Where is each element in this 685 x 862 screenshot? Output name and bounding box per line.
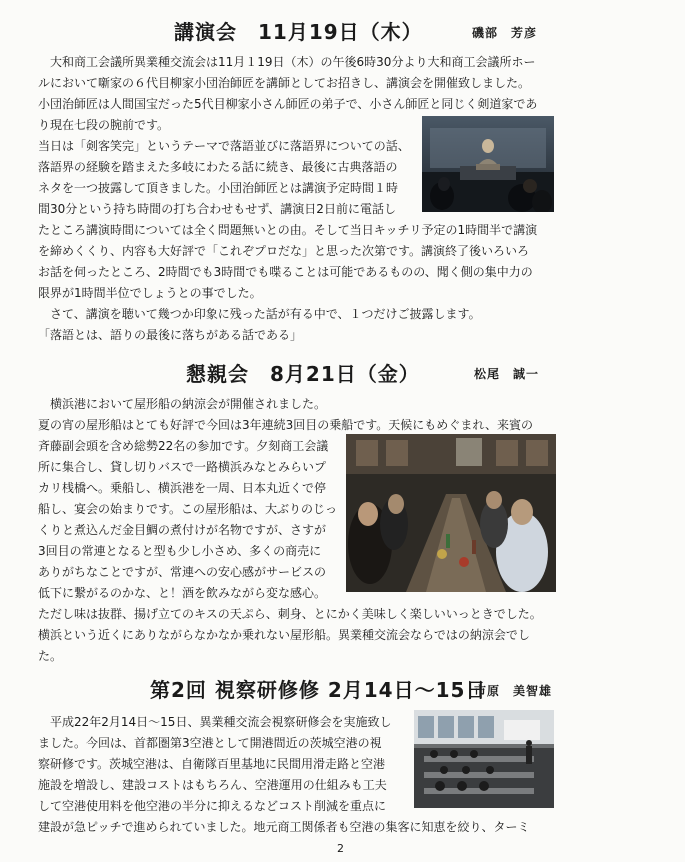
section2-intro <box>38 394 650 436</box>
text-line: ルにおいて噺家の６代目柳家小団治師匠を講師としてお招きし、講演会を開催致しました。 <box>38 76 531 90</box>
section3-author: 市原 美智雄 <box>474 684 553 698</box>
text-line: ました。今回は、首都圏第3空港として開港間近の茨城空港の視 <box>38 736 382 750</box>
section3-heading: 第2回 視察研修修 2月14日～15日 <box>150 678 487 702</box>
yakatabune-party-photo <box>346 434 556 592</box>
text-line: 平成22年2月14日～15日、異業種交流会視察研修会を実施致し <box>38 715 392 729</box>
text-line: を締めくくり、内容も大好評で「これぞプロだな」と思った次第です。講演終了後いろいろ <box>38 244 530 258</box>
text-line: 所に集合し、貸し切りバスで一路横浜みなとみらいプ <box>38 460 327 474</box>
text-line: ありがちなことですが、常連への安心感がサービスの <box>38 565 327 579</box>
section1-author: 磯部 芳彦 <box>472 26 538 40</box>
section2-heading: 懇親会 8月21日（金） <box>186 362 420 386</box>
text-line: 船し、宴会の始まりです。この屋形船は、大ぶりのじっ <box>38 502 338 516</box>
text-line: 施設を増設し、建設コストはもちろん、空港運用の仕組みも工夫 <box>38 778 387 792</box>
section1-heading: 講演会 11月19日（木） <box>174 20 423 44</box>
section3-body <box>38 817 650 838</box>
text-line: 横浜港において屋形船の納涼会が開催されました。 <box>38 397 327 411</box>
text-line: 3回目の常連となると型も少し小さめ、多くの商売に <box>38 544 322 558</box>
text-line: 限界が1時間半位でしょうとの事でした。 <box>38 286 262 300</box>
text-line: 「落語とは、語りの最後に落ちがある話である」 <box>38 328 303 342</box>
text-line: 建設が急ピッチで進められていました。地元商工関係者も空港の集客に知恵を絞り、ターミ <box>38 820 530 834</box>
text-line: 斉藤副会頭を含め総勢22名の参加です。夕刻商工会議 <box>38 439 329 453</box>
text-line: 小団治師匠は人間国宝だった5代目柳家小さん師匠の弟子で、小さん師匠と同じく剣道家であ <box>38 97 538 111</box>
section3-body-narrow <box>38 712 410 817</box>
rakugo-performance-photo <box>422 116 554 212</box>
section2-body-narrow <box>38 436 343 604</box>
section1-body <box>38 220 650 346</box>
text-line: 横浜という近くにありながらなかなか乗れない屋形船。異業種交流会ならではの納涼会でし <box>38 628 530 642</box>
rakugo-performance-illustration <box>422 116 554 212</box>
text-line: お話を伺ったところ、2時間でも3時間でも喋ることは可能であるものの、聞く側の集中力の <box>38 265 533 279</box>
text-line: り現在七段の腕前です。 <box>38 118 170 132</box>
text-line: たところ講演時間については全く問題無いとの由。そして当日キッチリ予定の1時間半で講演 <box>38 223 538 237</box>
airport-seminar-photo <box>414 710 554 808</box>
section1-body-narrow <box>38 136 418 220</box>
text-line: 察研修です。茨城空港は、自衛隊百里基地に民間用滑走路と空港 <box>38 757 386 771</box>
yakatabune-party-illustration <box>346 434 556 592</box>
text-line: 夏の宵の屋形船はとても好評で今回は3年連続3回目の乗船です。天候にもめぐまれ、来賓の <box>38 418 534 432</box>
section2-body <box>38 604 650 667</box>
text-line: さて、講演を聴いて幾つか印象に残った話が有る中で、１つだけご披露します。 <box>38 307 481 321</box>
section1-intro <box>38 52 650 136</box>
page-number: 2 <box>337 842 344 855</box>
text-line: 間30分という持ち時間の打ち合わせもせず、講演日2日前に電話し <box>38 202 396 216</box>
airport-seminar-illustration <box>414 710 554 808</box>
text-line: 大和商工会議所異業種交流会は11月１19日（木）の午後6時30分より大和商工会議所ホー <box>38 55 536 69</box>
text-line: くりと煮込んだ金目鯛の煮付けが名物ですが、さすが <box>38 523 327 537</box>
text-line: ただし味は抜群、揚げ立てのキスの天ぷら、刺身、とにかく美味しく楽しいいっときでした。 <box>38 607 542 621</box>
text-line: 低下に繋がるのかな、と！酒を飲みながら変な感心。 <box>38 586 327 600</box>
text-line: た。 <box>38 649 63 663</box>
text-line: 当日は「剣客笑完」というテーマで落語並びに落語界についての話、 <box>38 139 410 153</box>
text-line: ネタを一つ披露して頂きました。小団治師匠とは講演予定時間１時 <box>38 181 399 195</box>
text-line: して空港使用料を他空港の半分に抑えるなどコスト削減を重点に <box>38 799 387 813</box>
text-line: カリ桟橋へ。乗船し、横浜港を一周、日本丸近くで停 <box>38 481 327 495</box>
text-line: 落語界の経験を踏まえた多岐にわたる話に続き、最後に古典落語の <box>38 160 398 174</box>
section2-author: 松尾 誠一 <box>474 367 540 381</box>
